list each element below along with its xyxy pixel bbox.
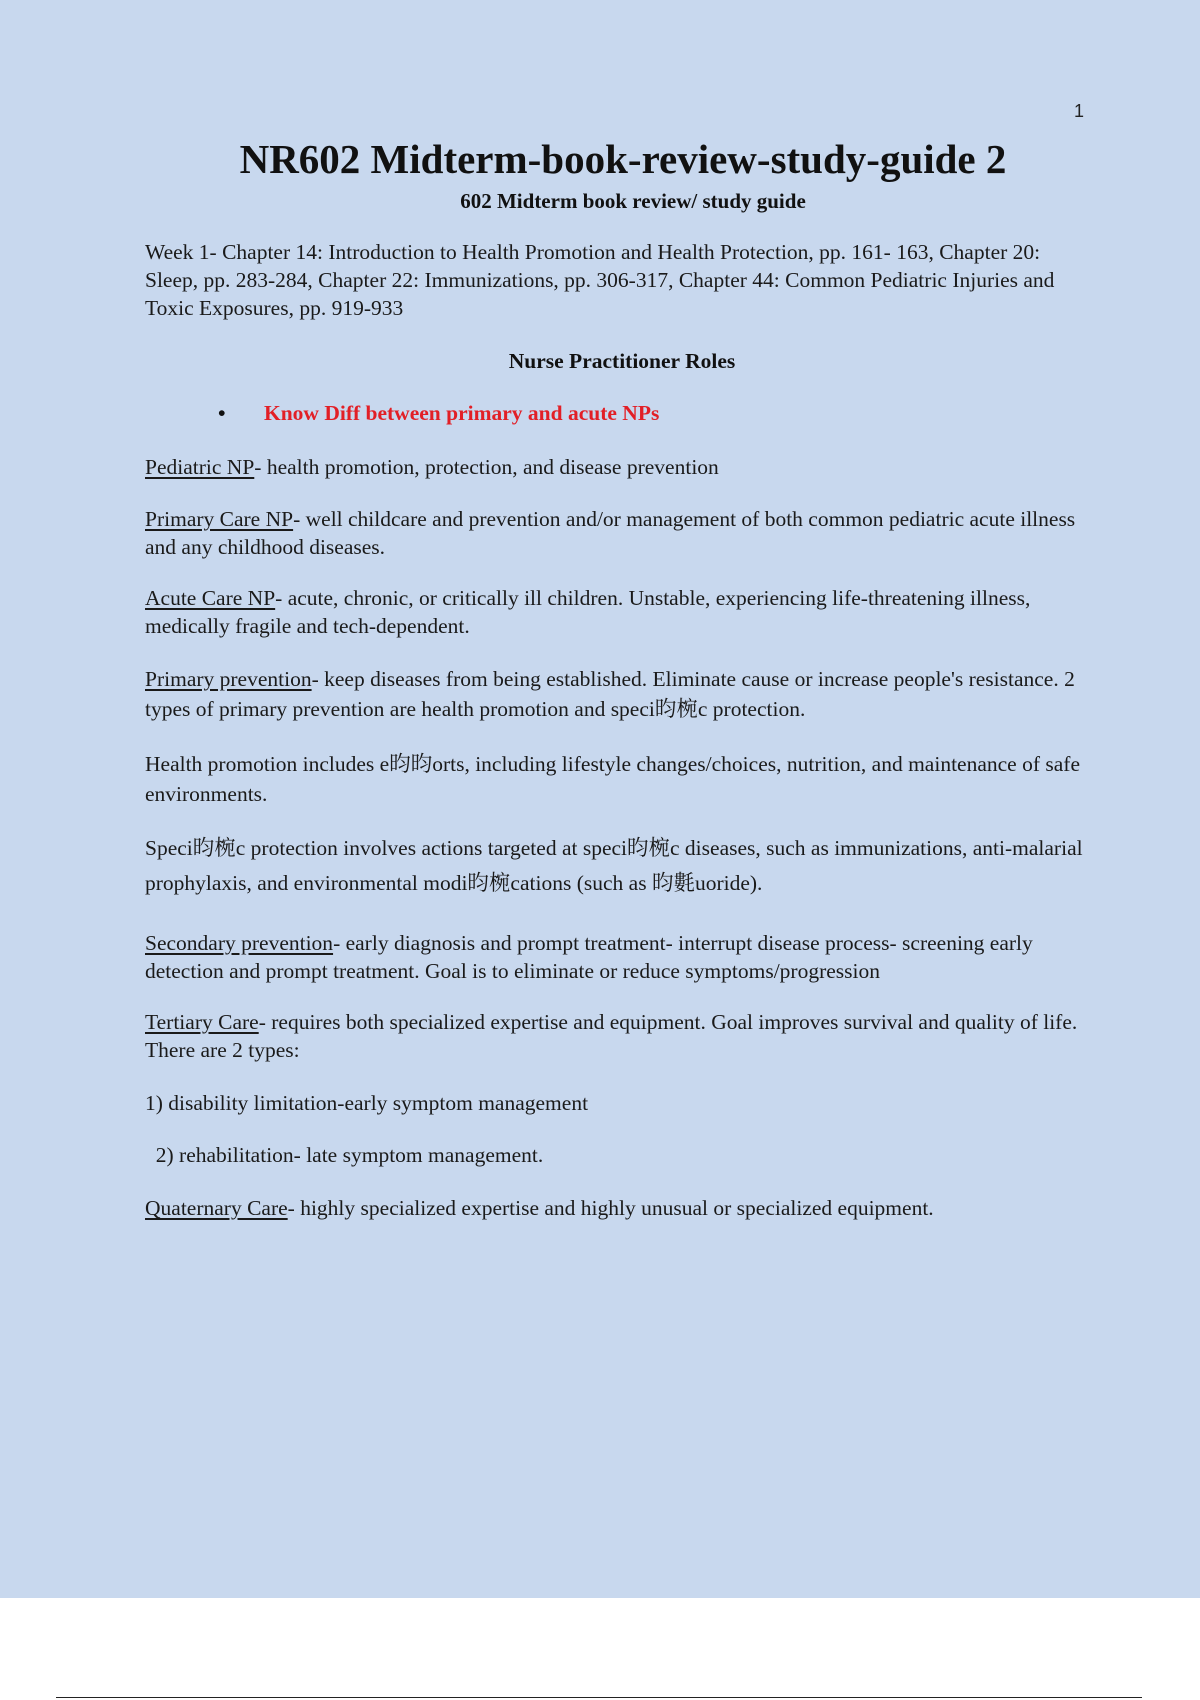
footer-divider: [56, 1697, 1142, 1698]
tertiary-type-1: 1) disability limitation-early symptom management: [145, 1091, 589, 1115]
entry-secondary-prevention: [145, 929, 1085, 985]
week-chapters-paragraph: Week 1- Chapter 14: Introduction to Health Promotion and Health Protection, pp. 161- 163, Chapter 20: Sleep, pp. 283-284, Chapter 22: Immunizations, pp. 306-317, Chapter 44: Common Pediatric Injuries and Toxic Exposures, pp. 919-933: [145, 240, 1055, 320]
specific-protection-paragraph: Speci昀椀c protection involves actions targeted at speci昀椀c diseases, such as immunizations, anti-malarial prophylaxis, and environmental modi昀椀cations (such as 昀氀uoride).: [145, 836, 1083, 895]
term-quaternary-care: Quaternary Care: [145, 1196, 288, 1220]
bullet-item: [218, 399, 659, 427]
entry-quaternary-care: [145, 1194, 1085, 1222]
section-heading-np-roles: Nurse Practitioner Roles: [508, 349, 736, 373]
entry-pediatric-np: [145, 453, 1085, 481]
definition-pediatric-np: - health promotion, protection, and disease prevention: [254, 455, 719, 479]
entry-primary-prevention: [145, 664, 1085, 724]
term-primary-prevention: Primary prevention: [145, 667, 312, 691]
page-number: 1: [1074, 101, 1085, 121]
definition-primary-prevention: - keep diseases from being established. Eliminate cause or increase people's resistance. 2 types of primary prevention are health promotion and speci昀椀c protection.: [145, 667, 1075, 721]
tertiary-type-2: 2) rehabilitation- late symptom management.: [145, 1143, 544, 1167]
bullet-marker: •: [218, 401, 226, 425]
definition-tertiary-care: - requires both specialized expertise and equipment. Goal improves survival and quality of life. There are 2 types:: [145, 1010, 1078, 1062]
entry-primary-care-np: [145, 505, 1085, 561]
term-secondary-prevention: Secondary prevention: [145, 931, 334, 955]
document-subtitle: 602 Midterm book review/ study guide: [460, 189, 806, 213]
term-acute-care-np: Acute Care NP: [145, 586, 276, 610]
term-tertiary-care: Tertiary Care: [145, 1010, 259, 1034]
definition-secondary-prevention: - early diagnosis and prompt treatment- interrupt disease process- screening early detection and prompt treatment. Goal is to eliminate or reduce symptoms/progression: [145, 931, 1033, 983]
definition-quaternary-care: - highly specialized expertise and highly unusual or specialized equipment.: [287, 1196, 934, 1220]
document-title: NR602 Midterm-book-review-study-guide 2: [239, 136, 1007, 182]
term-pediatric-np: Pediatric NP: [145, 455, 255, 479]
entry-acute-care-np: [145, 584, 1085, 640]
health-promotion-paragraph: Health promotion includes e昀昀orts, including lifestyle changes/choices, nutrition, and maintenance of safe environments.: [145, 752, 1080, 806]
term-primary-care-np: Primary Care NP: [145, 507, 294, 531]
definition-primary-care-np: - well childcare and prevention and/or management of both common pediatric acute illness and any childhood diseases.: [145, 507, 1076, 559]
definition-acute-care-np: - acute, chronic, or critically ill children. Unstable, experiencing life-threatening illness, medically fragile and tech-dependent.: [145, 586, 1031, 638]
bullet-text: Know Diff between primary and acute NPs: [264, 401, 660, 425]
entry-tertiary-care: [145, 1008, 1085, 1064]
